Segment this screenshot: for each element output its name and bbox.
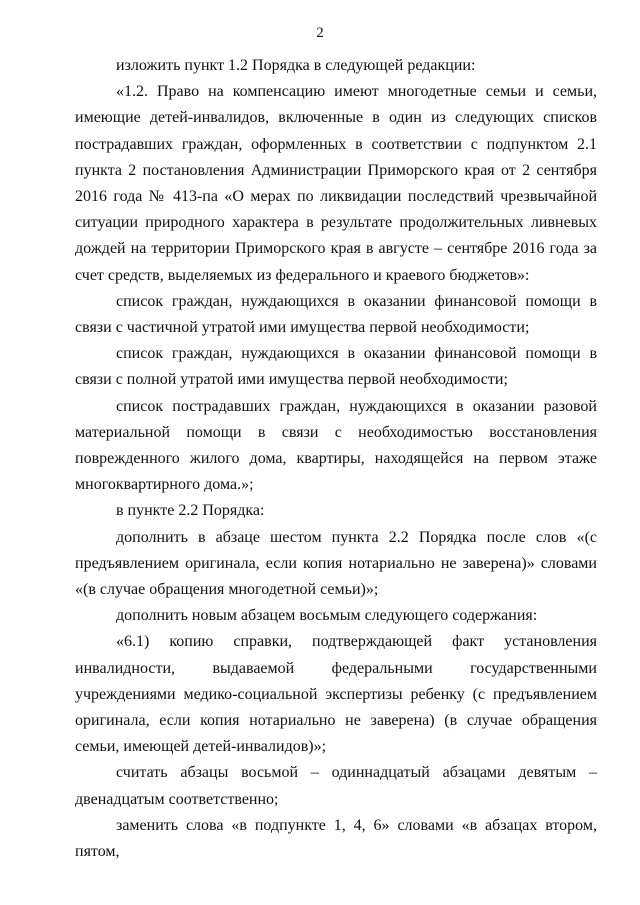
- page-number: 2: [316, 25, 324, 41]
- paragraph-clause-1-2: «1.2. Право на компенсацию имеют многодетные семьи и семьи, имеющие детей-инвалидов, включенные в один из следующих списков пострадавших граждан, оформленных в соответствии с подпунктом 2.1 пункта 2 постановления Администрации Приморского края от 2 сентября 2016 года № 413-па «О мерах по ликвидации последствий чрезвычайной ситуации природного характера в результате продолжительных ливневых дождей на территории Приморского края в августе – сентябре 2016 года за счет средств, выделяемых из федерального и краевого бюджетов»:: [75, 83, 597, 284]
- paragraph-amend-sixth: дополнить в абзаце шестом пункта 2.2 Порядка после слов «(с предъявлением оригинала, если копия нотариально не заверена)» словами «(в случае обращения многодетной семьи)»;: [75, 528, 597, 599]
- paragraph-item-6-1: «6.1) копию справки, подтверждающей факт установления инвалидности, выдаваемой федеральными государственными учреждениями медико-социальной экспертизы ребенку (с предъявлением оригинала, если копия нотариально не заверена) (в случае обращения семьи, имеющей детей-инвалидов)»;: [75, 633, 597, 756]
- paragraph-list-full-loss: список граждан, нуждающихся в оказании финансовой помощи в связи с полной утратой ими имущества первой необходимости;: [75, 345, 597, 389]
- paragraph-renumber: считать абзацы восьмой – одиннадцатый абзацами девятым – двенадцатым соответственно;: [75, 764, 597, 808]
- paragraph-clause-2-2-header: в пункте 2.2 Порядка:: [116, 502, 265, 520]
- paragraph-list-one-time-aid: список пострадавших граждан, нуждающихся в оказании разовой материальной помощи в связи с необходимостью восстановления поврежденного жилого дома, квартиры, находящейся на первом этаже многоквартирного дома.»;: [75, 397, 597, 494]
- document-body: [75, 53, 597, 865]
- paragraph-list-partial-loss: список граждан, нуждающихся в оказании финансовой помощи в связи с частичной утратой ими имущества первой необходимости;: [75, 292, 597, 337]
- paragraph-intro: изложить пункт 1.2 Порядка в следующей редакции:: [116, 57, 476, 74]
- paragraph-replace-words: заменить слова «в подпункте 1, 4, 6» словами «в абзацах втором, пятом,: [75, 816, 597, 861]
- paragraph-add-eighth: дополнить новым абзацем восьмым следующего содержания:: [116, 607, 538, 625]
